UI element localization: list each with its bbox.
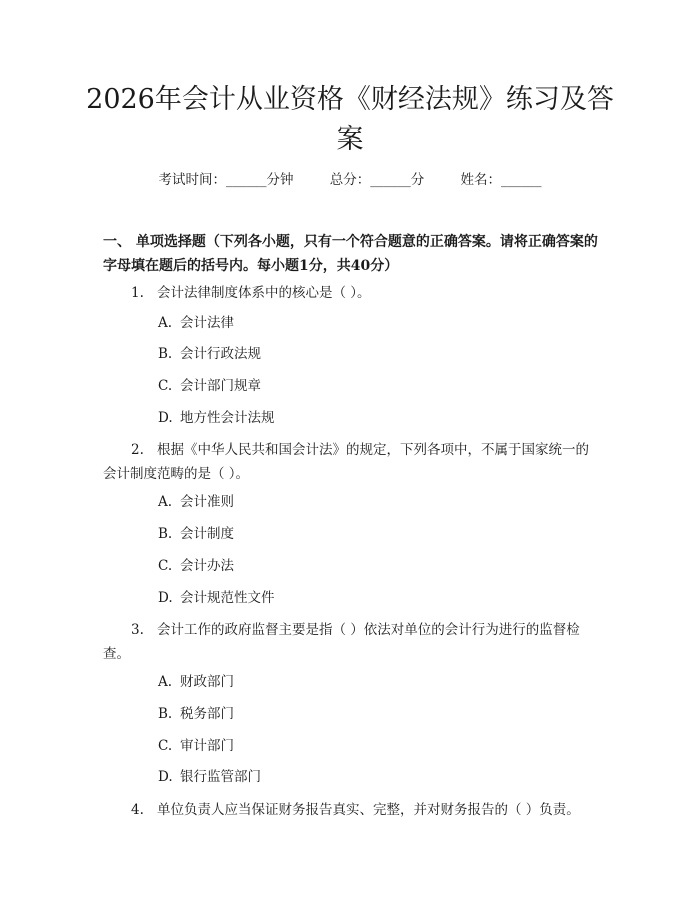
- question-text: 会计法律制度体系中的核心是（ ）。: [157, 285, 371, 301]
- option-text: 银行监管部门: [180, 769, 261, 785]
- option-3d: [158, 767, 558, 787]
- option-letter: A.: [158, 315, 173, 331]
- option-text: 地方性会计法规: [180, 410, 275, 426]
- question-text: 根据《中华人民共和国会计法》的规定，下列各项中，不属于国家统一的会计制度范畴的是（ ）。: [103, 442, 589, 482]
- option-text: 会计准则: [180, 494, 234, 510]
- option-letter: C.: [158, 378, 173, 394]
- option-1d: [158, 408, 558, 428]
- exam-time-label: 考试时间：______分钟: [158, 172, 294, 188]
- page-title: 2026年会计从业资格《财经法规》练习及答案: [86, 84, 614, 155]
- option-letter: D.: [158, 769, 173, 785]
- option-letter: D.: [158, 590, 173, 606]
- question-number: 1.: [131, 285, 144, 301]
- section-heading: 一、 单项选择题（下列各小题，只有一个符合题意的正确答案。请将正确答案的字母填在题后的括号内。每小题1分，共40分）: [103, 234, 598, 274]
- option-2c: [158, 556, 558, 576]
- option-letter: D.: [158, 410, 173, 426]
- option-text: 财政部门: [180, 674, 234, 690]
- option-2d: [158, 588, 558, 608]
- option-3c: [158, 736, 558, 756]
- question-4: [103, 798, 598, 822]
- name-label: 姓名：______: [460, 172, 542, 188]
- question-1: [103, 281, 598, 305]
- question-2: [103, 438, 598, 486]
- option-text: 会计规范性文件: [180, 590, 275, 606]
- option-letter: B.: [158, 706, 173, 722]
- option-text: 会计制度: [180, 526, 234, 542]
- option-text: 审计部门: [180, 738, 234, 754]
- question-3: [103, 618, 598, 666]
- option-text: 会计部门规章: [180, 378, 261, 394]
- question-number: 4.: [131, 802, 144, 818]
- option-text: 会计法律: [180, 315, 234, 331]
- option-text: 税务部门: [180, 706, 234, 722]
- option-letter: A.: [158, 674, 173, 690]
- option-letter: B.: [158, 526, 173, 542]
- option-2a: [158, 492, 558, 512]
- question-text: 单位负责人应当保证财务报告真实、完整，并对财务报告的（ ）负责。: [157, 802, 580, 818]
- option-1b: [158, 344, 558, 364]
- total-score-label: 总分：______分: [329, 172, 425, 188]
- option-letter: C.: [158, 558, 173, 574]
- question-text: 会计工作的政府监督主要是指（ ）依法对单位的会计行为进行的监督检查。: [103, 622, 580, 662]
- option-2b: [158, 524, 558, 544]
- question-number: 2.: [131, 442, 144, 458]
- option-text: 会计办法: [180, 558, 234, 574]
- option-letter: C.: [158, 738, 173, 754]
- option-text: 会计行政法规: [180, 346, 261, 362]
- question-number: 3.: [131, 622, 144, 638]
- exam-meta: [0, 168, 700, 188]
- option-3b: [158, 704, 558, 724]
- option-3a: [158, 672, 558, 692]
- option-1a: [158, 313, 558, 333]
- option-letter: B.: [158, 346, 173, 362]
- option-letter: A.: [158, 494, 173, 510]
- option-1c: [158, 376, 558, 396]
